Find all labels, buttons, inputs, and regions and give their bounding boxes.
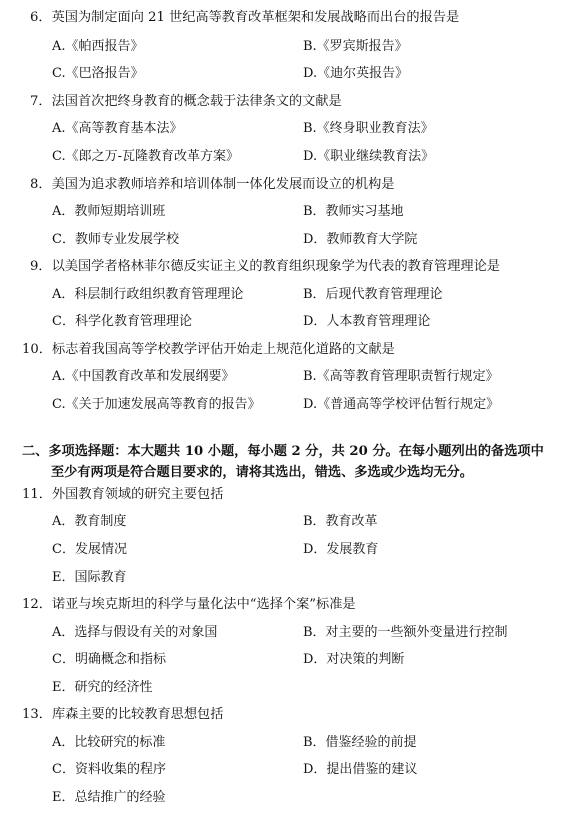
question-13-option-d: D．提出借鉴的建议 [303, 762, 418, 777]
question-11-stem: 11．外国教育领域的研究主要包括 [22, 487, 224, 502]
question-9-option-c: C．科学化教育管理理论 [52, 314, 192, 329]
question-12-option-a: A．选择与假设有关的对象国 [52, 625, 218, 640]
question-12-option-b: B．对主要的一些额外变量进行控制 [303, 625, 508, 640]
question-8-option-b: B．教师实习基地 [303, 204, 404, 219]
question-7-option-a: A.《高等教育基本法》 [52, 121, 183, 136]
question-10-option-b: B.《高等教育管理职责暂行规定》 [303, 369, 499, 384]
section-2-instructions [22, 441, 572, 483]
question-7-option-d: D.《职业继续教育法》 [303, 149, 435, 164]
question-7-option-b: B.《终身职业教育法》 [303, 121, 434, 136]
question-6-option-d: D.《迪尔英报告》 [303, 66, 409, 81]
question-6-option-c: C.《巴洛报告》 [52, 66, 144, 81]
section-2-line-1: 二、多项选择题：本大题共 10 小题，每小题 2 分，共 20 分。在每小题列出的备选项中 [22, 444, 544, 459]
question-12-stem: 12．诺亚与埃克斯坦的科学与量化法中“选择个案”标准是 [22, 597, 356, 612]
question-9-stem: 9．以美国学者格林菲尔德反实证主义的教育组织现象学为代表的教育管理理论是 [30, 259, 500, 274]
question-8-option-d: D．教师教育大学院 [303, 232, 418, 247]
question-6-stem: 6．英国为制定面向 21 世纪高等教育改革框架和发展战略而出台的报告是 [30, 10, 460, 25]
question-10-option-a: A.《中国教育改革和发展纲要》 [52, 369, 235, 384]
question-13-stem: 13．库森主要的比较教育思想包括 [22, 707, 224, 722]
question-13-option-a: A．比较研究的标准 [52, 735, 166, 750]
question-6-option-b: B.《罗宾斯报告》 [303, 39, 408, 54]
question-12-option-d: D．对决策的判断 [303, 652, 405, 667]
question-11-option-a: A．教育制度 [52, 514, 127, 529]
question-13-option-c: C．资料收集的程序 [52, 762, 166, 777]
question-11-option-e: E．国际教育 [52, 570, 127, 585]
question-8-stem: 8．美国为追求教师培养和培训体制一体化发展而设立的机构是 [30, 177, 395, 192]
question-10-option-c: C.《关于加速发展高等教育的报告》 [52, 397, 261, 412]
question-13-option-b: B．借鉴经验的前提 [303, 735, 417, 750]
section-2-line-2: 至少有两项是符合题目要求的，请将其选出，错选、多选或少选均无分。 [51, 465, 473, 480]
question-12-option-c: C．明确概念和指标 [52, 652, 166, 667]
question-7-option-c: C.《郎之万-瓦隆教育改革方案》 [52, 149, 240, 164]
question-11-option-c: C．发展情况 [52, 542, 127, 557]
question-12-option-e: E．研究的经济性 [52, 680, 153, 695]
question-11-option-b: B．教育改革 [303, 514, 378, 529]
question-11-option-d: D．发展教育 [303, 542, 379, 557]
question-6-option-a: A.《帕西报告》 [52, 39, 144, 54]
question-7-stem: 7．法国首次把终身教育的概念载于法律条文的文献是 [30, 94, 342, 109]
question-8-option-c: C．教师专业发展学校 [52, 232, 179, 247]
question-9-option-d: D．人本教育管理理论 [303, 314, 431, 329]
question-13-option-e: E．总结推广的经验 [52, 790, 166, 805]
question-8-option-a: A．教师短期培训班 [52, 204, 166, 219]
question-10-option-d: D.《普通高等学校评估暂行规定》 [303, 397, 500, 412]
question-10-stem: 10．标志着我国高等学校教学评估开始走上规范化道路的文献是 [22, 342, 395, 357]
question-9-option-a: A．科层制行政组织教育管理理论 [52, 287, 244, 302]
question-9-option-b: B．后现代教育管理理论 [303, 287, 443, 302]
